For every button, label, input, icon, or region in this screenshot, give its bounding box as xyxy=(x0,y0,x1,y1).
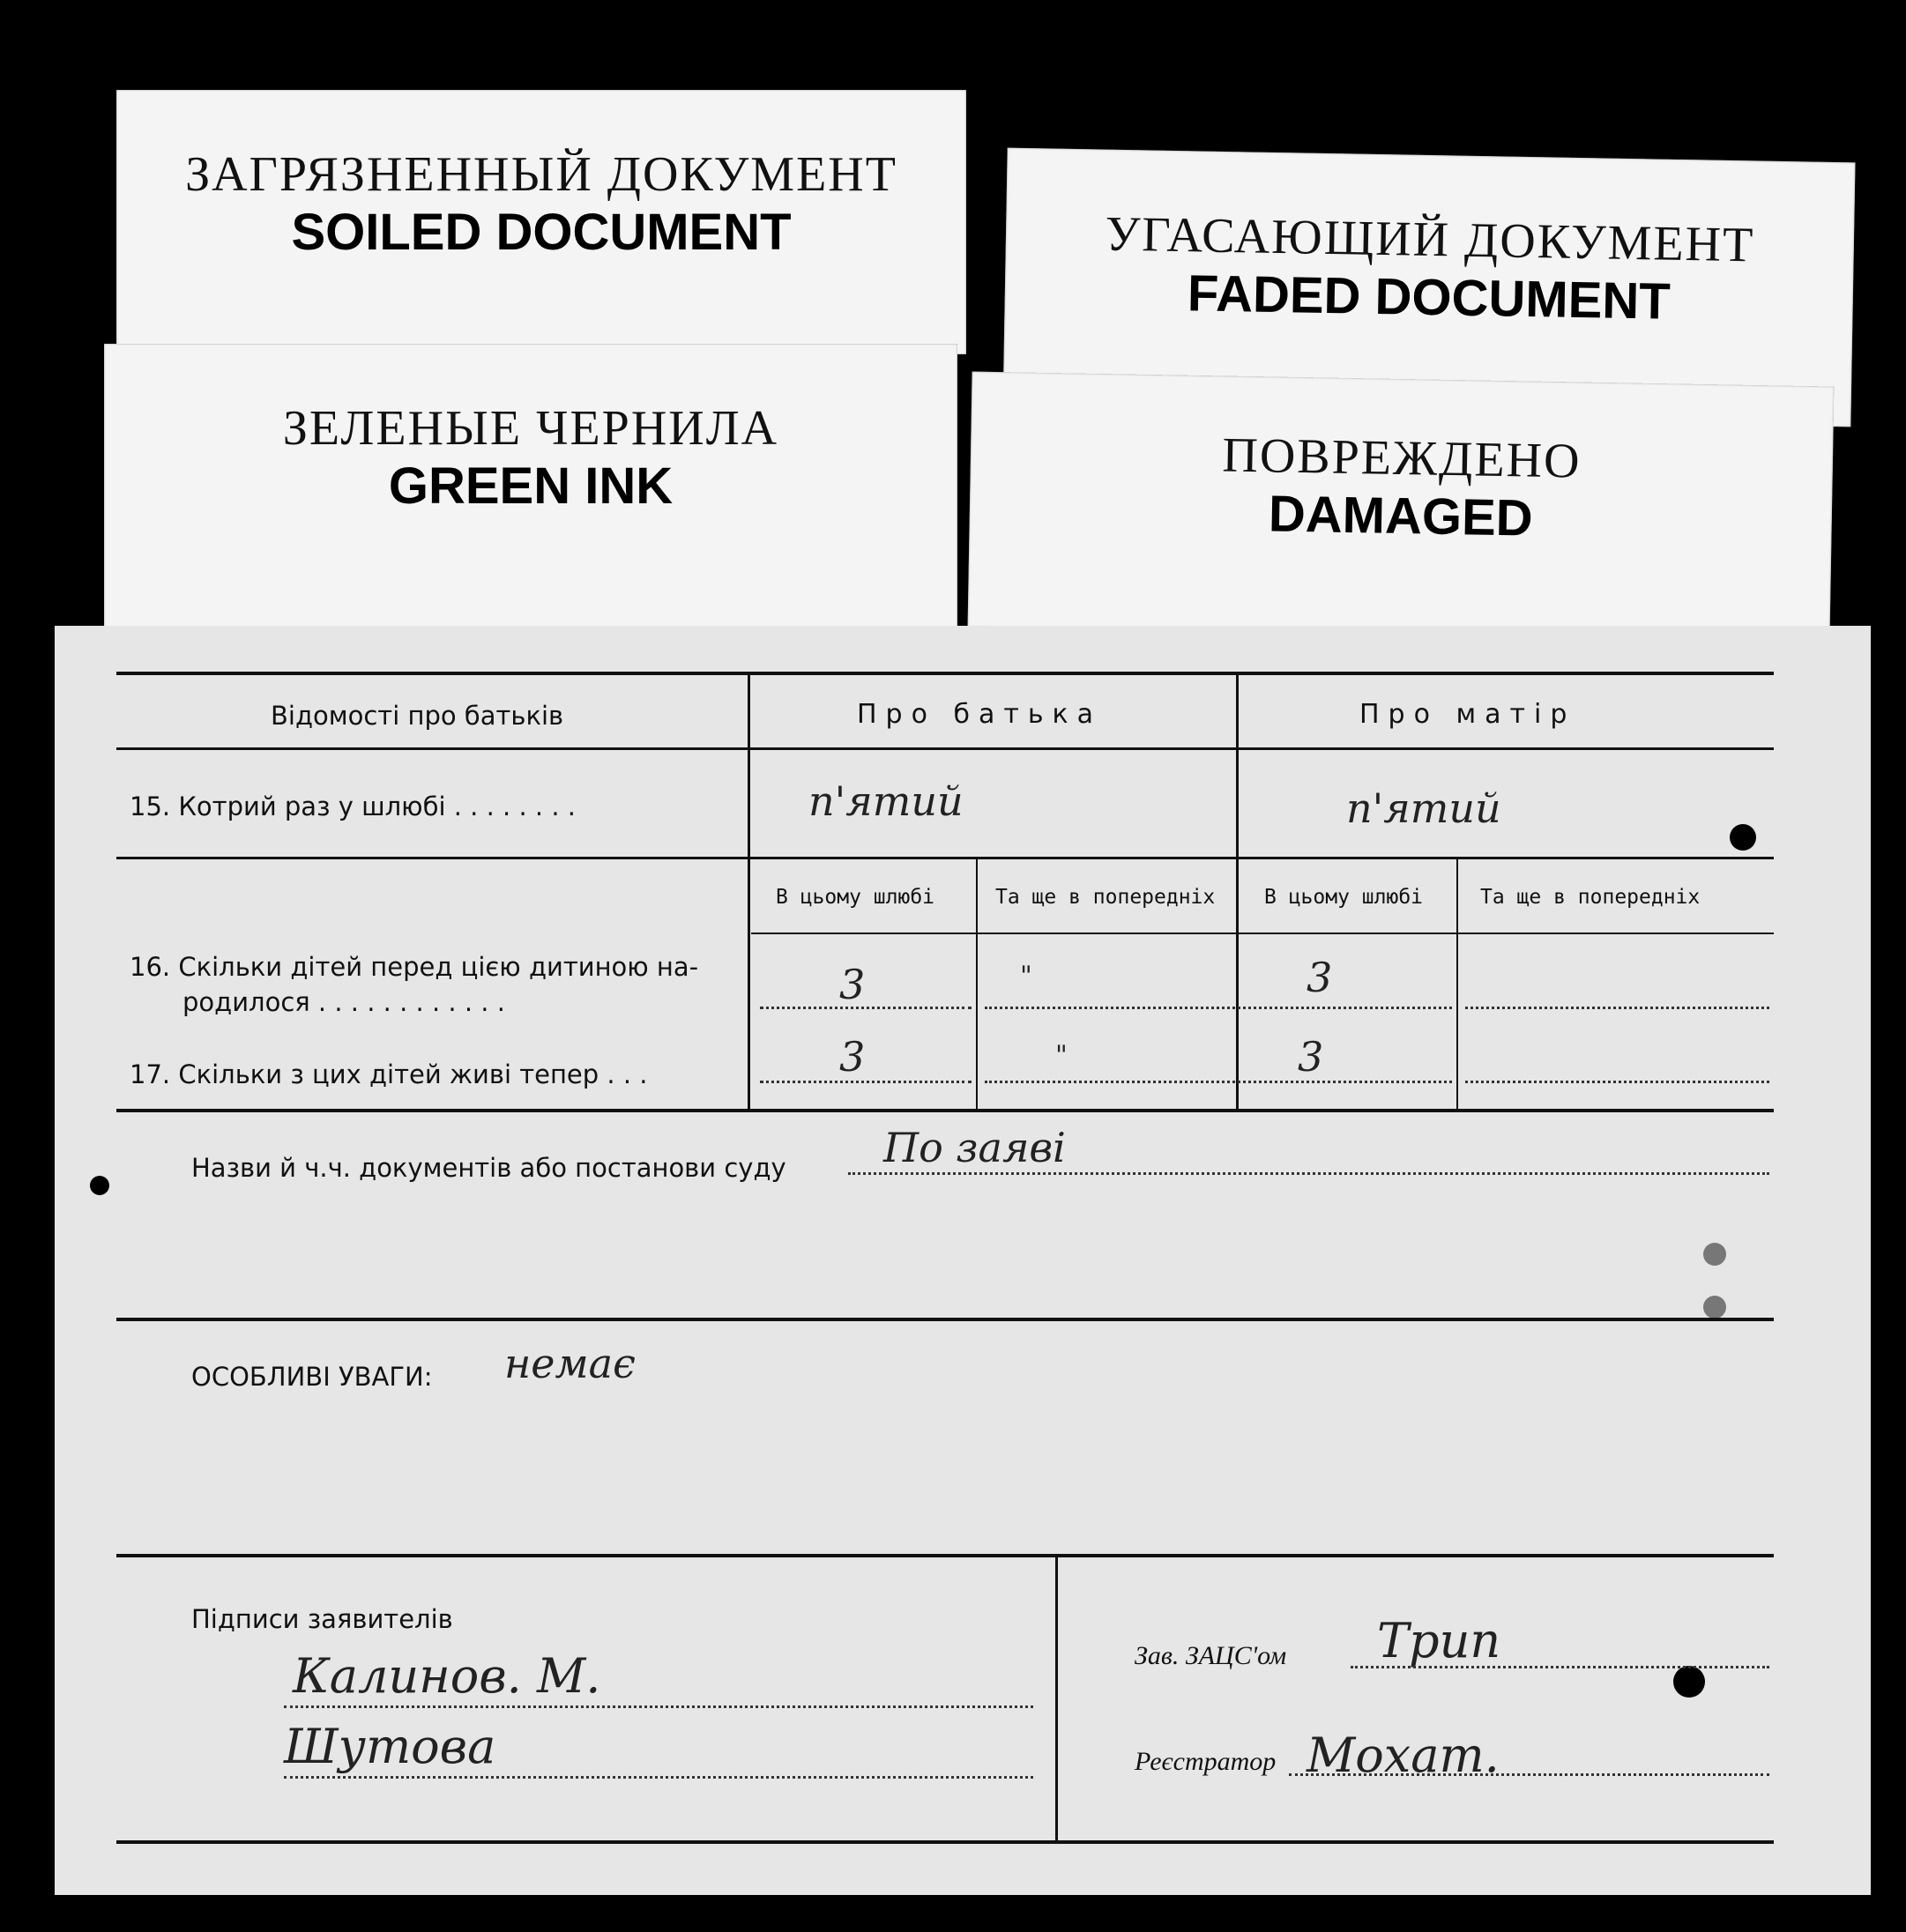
punch-hole xyxy=(1673,1666,1705,1698)
label-ru: УГАСАЮЩИЙ ДОКУМЕНТ xyxy=(1105,206,1755,273)
rule xyxy=(751,933,1774,934)
rule xyxy=(748,672,750,1109)
punch-hole xyxy=(1730,824,1756,851)
row16-father-prev: " xyxy=(1020,961,1032,992)
rule xyxy=(1456,857,1458,1109)
rule xyxy=(1236,672,1239,1109)
punch-hole xyxy=(1703,1243,1726,1266)
row16-father-this: 3 xyxy=(839,961,866,1008)
row17-father-prev: " xyxy=(1055,1040,1068,1071)
documents-label: Назви й ч.ч. документів або постанови суду xyxy=(191,1153,786,1183)
dotted-line xyxy=(985,1007,1452,1009)
head-of-registry-signature: Трип xyxy=(1377,1613,1501,1668)
dotted-line xyxy=(1465,1081,1769,1083)
row17-father-this: 3 xyxy=(839,1033,866,1081)
dotted-line xyxy=(284,1705,1033,1708)
punch-hole xyxy=(90,1176,109,1195)
father-header: Про батька xyxy=(857,699,1103,730)
applicant1-signature: Калинов. М. xyxy=(293,1648,601,1704)
green-ink-label xyxy=(104,344,957,635)
applicant2-signature: Шутова xyxy=(284,1719,496,1774)
rule xyxy=(116,1554,1774,1557)
remarks-label: ОСОБЛИВІ УВАГИ: xyxy=(191,1362,433,1392)
mother-this-marriage-subheader: В цьому шлюбі xyxy=(1264,886,1424,909)
label-ru: ПОВРЕЖДЕНО xyxy=(1221,427,1582,489)
label-en: SOILED DOCUMENT xyxy=(291,204,792,261)
row16-label-line2: родилося . . . . . . . . . . . . xyxy=(182,987,505,1017)
mother-previous-subheader: Та ще в попередніх xyxy=(1480,886,1701,909)
row15-label: 15. Котрий раз у шлюбі . . . . . . . . xyxy=(130,791,576,821)
dotted-line xyxy=(1465,1007,1769,1009)
father-previous-subheader: Та ще в попередніх xyxy=(995,886,1216,909)
row15-mother-value: п'ятий xyxy=(1346,784,1501,832)
row17-label: 17. Скільки з цих дітей живі тепер . . . xyxy=(130,1059,648,1089)
rule xyxy=(1055,1556,1058,1840)
registration-form xyxy=(55,626,1871,1895)
parents-info-header: Відомості про батьків xyxy=(271,701,564,731)
remarks-value: немає xyxy=(504,1340,636,1387)
rule xyxy=(116,1840,1774,1844)
row16-mother-this: 3 xyxy=(1307,954,1333,1001)
damaged-label xyxy=(968,371,1835,642)
row16-label-line1: 16. Скільки дітей перед цією дитиною на- xyxy=(130,952,699,982)
dotted-line xyxy=(760,1081,972,1083)
dotted-line xyxy=(1289,1773,1769,1776)
label-ru: ЗАГРЯЗНЕННЫЙ ДОКУМЕНТ xyxy=(185,147,897,202)
label-en: DAMAGED xyxy=(1268,485,1534,547)
rule xyxy=(116,1109,1774,1112)
rule xyxy=(116,857,1774,859)
label-en: GREEN INK xyxy=(388,457,674,515)
dotted-line xyxy=(1351,1666,1769,1668)
rule xyxy=(116,672,1774,675)
soiled-document-label xyxy=(116,90,966,354)
row17-mother-this: 3 xyxy=(1298,1033,1324,1081)
rule xyxy=(976,857,978,1109)
head-of-registry-label: Зав. ЗАЦС'ом xyxy=(1135,1641,1287,1670)
father-this-marriage-subheader: В цьому шлюбі xyxy=(776,886,935,909)
registrar-signature: Мохат. xyxy=(1307,1728,1500,1783)
punch-hole xyxy=(1703,1296,1726,1319)
mother-header: Про матір xyxy=(1359,699,1576,730)
registrar-label: Реєстратор xyxy=(1135,1747,1277,1776)
applicants-signatures-label: Підписи заявителів xyxy=(191,1604,453,1634)
documents-value: По заяві xyxy=(883,1124,1066,1171)
rule xyxy=(116,1318,1774,1321)
row15-father-value: п'ятий xyxy=(808,777,964,825)
dotted-line xyxy=(985,1081,1452,1083)
label-ru: ЗЕЛЕНЫЕ ЧЕРНИЛА xyxy=(282,401,779,456)
label-en: FADED DOCUMENT xyxy=(1187,264,1671,331)
rule xyxy=(116,747,1774,750)
dotted-line xyxy=(848,1172,1769,1175)
dotted-line xyxy=(760,1007,972,1009)
dotted-line xyxy=(284,1776,1033,1779)
